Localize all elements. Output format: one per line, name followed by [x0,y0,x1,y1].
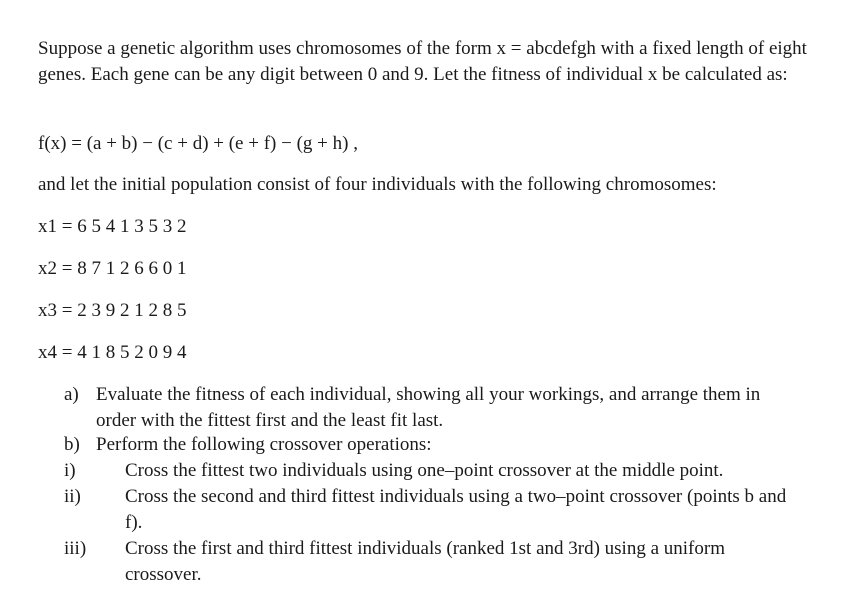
subquestion-i-label: i) [64,460,76,481]
fitness-formula: f(x) = (a + b) − (c + d) + (e + f) − (g + h) , [38,133,358,154]
chromosome-x4: x4 = 4 1 8 5 2 0 9 4 [38,342,187,363]
intro-paragraph: Suppose a genetic algorithm uses chromosomes of the form x = abcdefgh with a fixed length of eight genes. Each gene can be any digit between 0 and 9. Let the fitness of individual x be calculated as: [38,38,807,85]
subquestion-iii-text: Cross the first and third fittest individuals (ranked 1st and 3rd) using a uniform crossover. [125,538,725,585]
subquestion-i-text: Cross the fittest two individuals using one–point crossover at the middle point. [125,460,724,481]
subquestion-ii-label: ii) [64,486,81,507]
question-a-text: Evaluate the fitness of each individual, showing all your workings, and arrange them in order with the fittest first and the least fit last. [96,384,761,431]
population-intro: and let the initial population consist of four individuals with the following chromosomes: [38,174,717,195]
chromosome-x2: x2 = 8 7 1 2 6 6 0 1 [38,258,187,279]
chromosome-x1: x1 = 6 5 4 1 3 5 3 2 [38,216,187,237]
subquestion-ii-text: Cross the second and third fittest individuals using a two–point crossover (points b and f). [125,486,787,533]
chromosome-x3: x3 = 2 3 9 2 1 2 8 5 [38,300,187,321]
subquestion-iii-label: iii) [64,538,87,559]
question-a-label: a) [64,384,79,405]
question-b-label: b) [64,434,80,455]
question-b-text: Perform the following crossover operations: [96,434,432,455]
